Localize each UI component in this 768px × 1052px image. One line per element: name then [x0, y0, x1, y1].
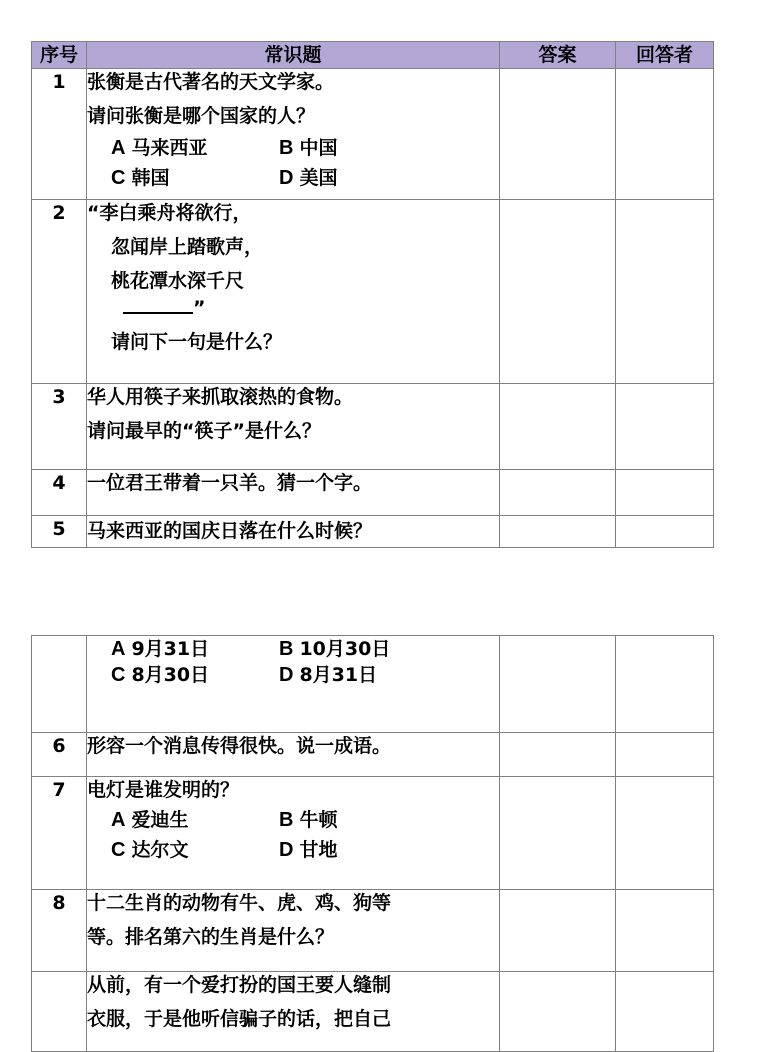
- question-number: 4: [32, 470, 87, 516]
- question-line: 形容一个消息传得很快。说一成语。: [87, 735, 392, 757]
- question-text: [87, 384, 500, 470]
- option-c: C 8月30日: [111, 664, 210, 686]
- question-number: 7: [32, 777, 87, 890]
- header-question: 常识题: [87, 42, 500, 69]
- answer-cell[interactable]: [500, 972, 616, 1052]
- option-b: B 中国: [279, 137, 338, 159]
- question-line: “李白乘舟将欲行，: [87, 202, 252, 224]
- question-line: 衣服，于是他听信骗子的话，把自己: [87, 1008, 392, 1030]
- responder-cell[interactable]: [616, 636, 714, 733]
- answer-cell[interactable]: [500, 470, 616, 516]
- option-c: C 韩国: [111, 167, 170, 189]
- option-b: B 牛顿: [279, 809, 338, 831]
- option-a: A 爱迪生: [111, 809, 189, 831]
- question-number: 2: [32, 200, 87, 384]
- question-text: [87, 470, 500, 516]
- question-line: 一位君王带着一只羊。猜一个字。: [87, 472, 373, 494]
- option-d: D 甘地: [279, 839, 338, 861]
- question-number: 3: [32, 384, 87, 470]
- answer-cell[interactable]: [500, 777, 616, 890]
- responder-cell[interactable]: [616, 890, 714, 972]
- option-a: A 马来西亚: [111, 137, 208, 159]
- question-number: 1: [32, 69, 87, 200]
- option-d: D 美国: [279, 167, 338, 189]
- responder-cell[interactable]: [616, 69, 714, 200]
- answer-blank: [123, 294, 193, 314]
- question-row-3: [32, 384, 714, 470]
- answer-cell[interactable]: [500, 890, 616, 972]
- answer-cell[interactable]: [500, 69, 616, 200]
- options: [87, 135, 499, 191]
- fill-blank-line: ”: [87, 294, 499, 321]
- question-line: 请问张衡是哪个国家的人？: [87, 105, 316, 127]
- question-line: 请问下一句是什么？: [111, 331, 283, 353]
- question-row-6: [32, 733, 714, 777]
- answer-cell[interactable]: [500, 636, 616, 733]
- question-row-4: [32, 470, 714, 516]
- question-text: [87, 890, 500, 972]
- option-d: D 8月31日: [279, 664, 378, 686]
- options: [87, 636, 499, 688]
- question-line: 张衡是古代著名的天文学家。: [87, 71, 335, 93]
- answer-cell[interactable]: [500, 733, 616, 777]
- responder-cell[interactable]: [616, 470, 714, 516]
- question-text: [87, 69, 500, 200]
- question-row-2: [32, 200, 714, 384]
- option-a: A 9月31日: [111, 638, 210, 660]
- quiz-table-page2: [31, 635, 714, 1052]
- responder-cell[interactable]: [616, 516, 714, 548]
- options: [87, 807, 499, 863]
- quiz-table-page1: [31, 41, 714, 548]
- question-line: 从前，有一个爱打扮的国王要人缝制: [87, 974, 392, 996]
- responder-cell[interactable]: [616, 777, 714, 890]
- answer-cell[interactable]: [500, 384, 616, 470]
- question-line: 华人用筷子来抓取滚热的食物。: [87, 386, 354, 408]
- answer-cell[interactable]: [500, 200, 616, 384]
- question-number: 5: [32, 516, 87, 548]
- responder-cell[interactable]: [616, 733, 714, 777]
- question-line: 请问最早的“筷子”是什么？: [87, 420, 321, 442]
- question-row-7: [32, 777, 714, 890]
- question-number: 6: [32, 733, 87, 777]
- question-line: 十二生肖的动物有牛、虎、鸡、狗等: [87, 892, 392, 914]
- question-row-1: [32, 69, 714, 200]
- question-line: 桃花潭水深千尺: [111, 270, 245, 292]
- question-number: 8: [32, 890, 87, 972]
- question-number-empty: [32, 636, 87, 733]
- question-line: 等。排名第六的生肖是什么？: [87, 926, 335, 948]
- header-responder: 回答者: [616, 42, 714, 69]
- question-row-5-options: [32, 636, 714, 733]
- question-text: [87, 972, 500, 1052]
- responder-cell[interactable]: [616, 972, 714, 1052]
- responder-cell[interactable]: [616, 200, 714, 384]
- question-text: [87, 516, 500, 548]
- question-line: 忽闻岸上踏歌声，: [111, 236, 264, 258]
- option-c: C 达尔文: [111, 839, 189, 861]
- responder-cell[interactable]: [616, 384, 714, 470]
- question-row-8: [32, 890, 714, 972]
- question-line: 马来西亚的国庆日落在什么时候？: [87, 520, 373, 542]
- header-row: [32, 42, 714, 69]
- question-row-5: [32, 516, 714, 548]
- question-row-9: [32, 972, 714, 1052]
- question-text: [87, 733, 500, 777]
- question-text: [87, 777, 500, 890]
- question-text: [87, 200, 500, 384]
- question-options: [87, 636, 500, 733]
- answer-cell[interactable]: [500, 516, 616, 548]
- header-number: 序号: [32, 42, 87, 69]
- question-number-empty: [32, 972, 87, 1052]
- header-answer: 答案: [500, 42, 616, 69]
- question-line: 电灯是谁发明的？: [87, 779, 240, 801]
- option-b: B 10月30日: [279, 638, 391, 660]
